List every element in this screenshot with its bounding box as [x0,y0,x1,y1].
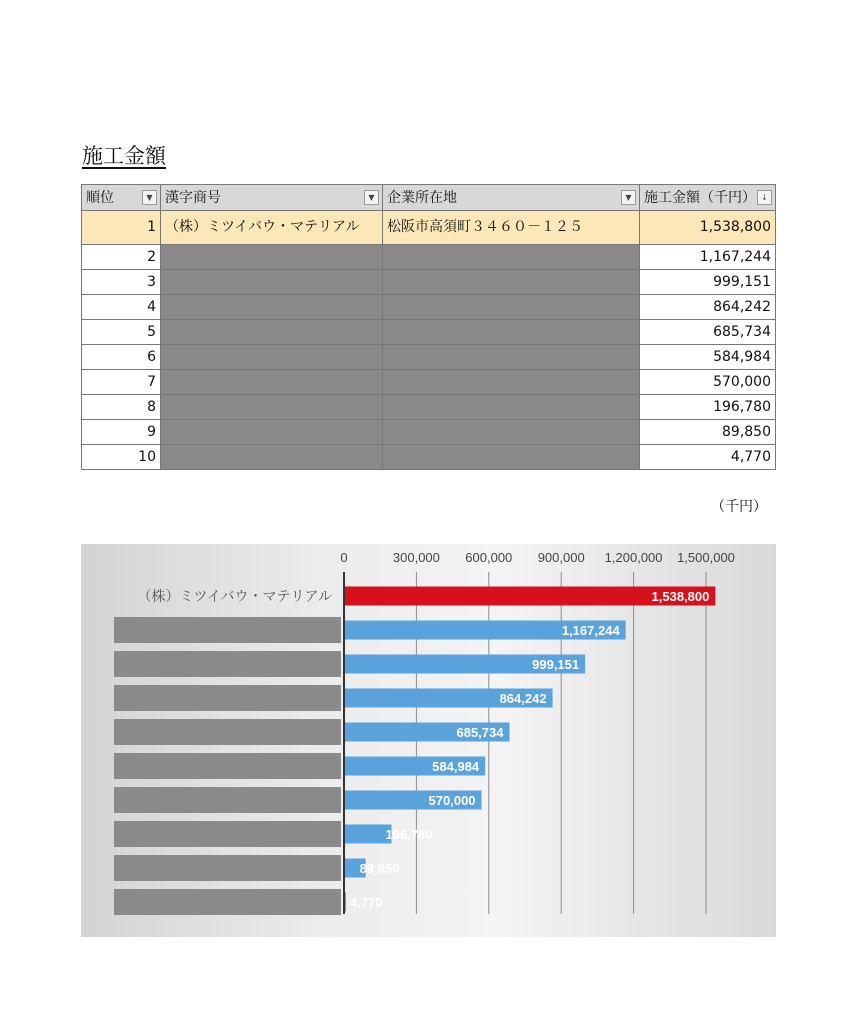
amount-cell: 4,770 [640,445,776,470]
table-row [82,295,776,320]
bar-chart [81,544,776,937]
header-rank[interactable]: 順位 ▼ [82,185,161,211]
redacted-name-cell [161,295,383,320]
redacted-category-label [114,821,341,847]
rank-cell: 3 [82,270,161,295]
x-tick-label: 1,200,000 [604,550,663,565]
amount-cell: 999,151 [640,270,776,295]
redacted-address-cell [383,295,640,320]
redacted-category-label [114,719,341,745]
table-row [82,245,776,270]
redacted-address-cell [383,395,640,420]
rank-cell: 8 [82,395,161,420]
table-row [82,370,776,395]
table-row [82,270,776,295]
table-row [82,345,776,370]
category-label: （株）ミツイバウ・マテリアル [137,589,332,605]
bar-value-label: 864,242 [499,691,547,706]
amount-cell: 1,538,800 [640,211,776,245]
bar-value-label: 999,151 [532,657,580,672]
bar-value-label: 685,734 [456,725,504,740]
redacted-name-cell [161,370,383,395]
x-tick-label: 900,000 [537,550,585,565]
header-name[interactable]: 漢字商号 ▼ [161,185,383,211]
redacted-address-cell [383,445,640,470]
amount-cell: 196,780 [640,395,776,420]
filter-dropdown-icon[interactable]: ▼ [364,190,379,205]
rank-cell: 10 [82,445,161,470]
redacted-name-cell [161,395,383,420]
amount-cell: 570,000 [640,370,776,395]
redacted-category-label [114,651,341,677]
redacted-address-cell [383,245,640,270]
redacted-category-label [114,889,341,915]
x-tick-label: 600,000 [465,550,513,565]
redacted-address-cell [383,320,640,345]
x-tick-label: 0 [340,550,348,565]
redacted-category-label [114,787,341,813]
table-row [82,211,776,245]
ranking-table [81,184,776,470]
redacted-name-cell [161,245,383,270]
rank-cell: 9 [82,420,161,445]
amount-cell: 584,984 [640,345,776,370]
table-row [82,395,776,420]
redacted-name-cell [161,320,383,345]
redacted-name-cell [161,345,383,370]
bar [344,825,391,844]
rank-cell: 5 [82,320,161,345]
redacted-category-label [114,617,341,643]
table-row [82,445,776,470]
x-tick-label: 300,000 [392,550,440,565]
rank-cell: 1 [82,211,161,245]
table-header-row [82,185,776,211]
bar-value-label: 1,538,800 [651,589,710,604]
amount-cell: 89,850 [640,420,776,445]
redacted-name-cell [161,270,383,295]
header-amount[interactable]: 施工金額（千円） ↓ [640,185,776,211]
table-row [82,320,776,345]
page-title: 施工金額 [82,144,166,168]
redacted-address-cell [383,420,640,445]
redacted-category-label [114,753,341,779]
header-address[interactable]: 企業所在地 ▼ [383,185,640,211]
bar-value-label: 4,770 [350,895,383,910]
bar-value-label: 196,780 [385,827,433,842]
bar-chart-svg [81,544,776,937]
x-tick-label: 1,500,000 [677,550,735,565]
filter-dropdown-icon[interactable]: ▼ [621,190,636,205]
amount-cell: 685,734 [640,320,776,345]
filter-dropdown-icon[interactable]: ▼ [142,190,157,205]
bar-value-label: 584,984 [432,759,480,774]
address-cell: 松阪市高須町３４６０－１２５ [383,211,640,245]
sort-descending-icon[interactable]: ↓ [757,190,772,205]
bar-value-label: 89,850 [359,861,400,876]
redacted-category-label [114,685,341,711]
rank-cell: 7 [82,370,161,395]
amount-cell: 864,242 [640,295,776,320]
rank-cell: 2 [82,245,161,270]
unit-label: （千円） [711,499,767,515]
redacted-name-cell [161,420,383,445]
redacted-name-cell [161,445,383,470]
redacted-address-cell [383,270,640,295]
redacted-category-label [114,855,341,881]
rank-cell: 4 [82,295,161,320]
redacted-address-cell [383,370,640,395]
amount-cell: 1,167,244 [640,245,776,270]
redacted-address-cell [383,345,640,370]
company-name-cell: （株）ミツイバウ・マテリアル [161,211,383,245]
table-row [82,420,776,445]
rank-cell: 6 [82,345,161,370]
bar-value-label: 570,000 [428,793,476,808]
bar-value-label: 1,167,244 [561,623,620,638]
